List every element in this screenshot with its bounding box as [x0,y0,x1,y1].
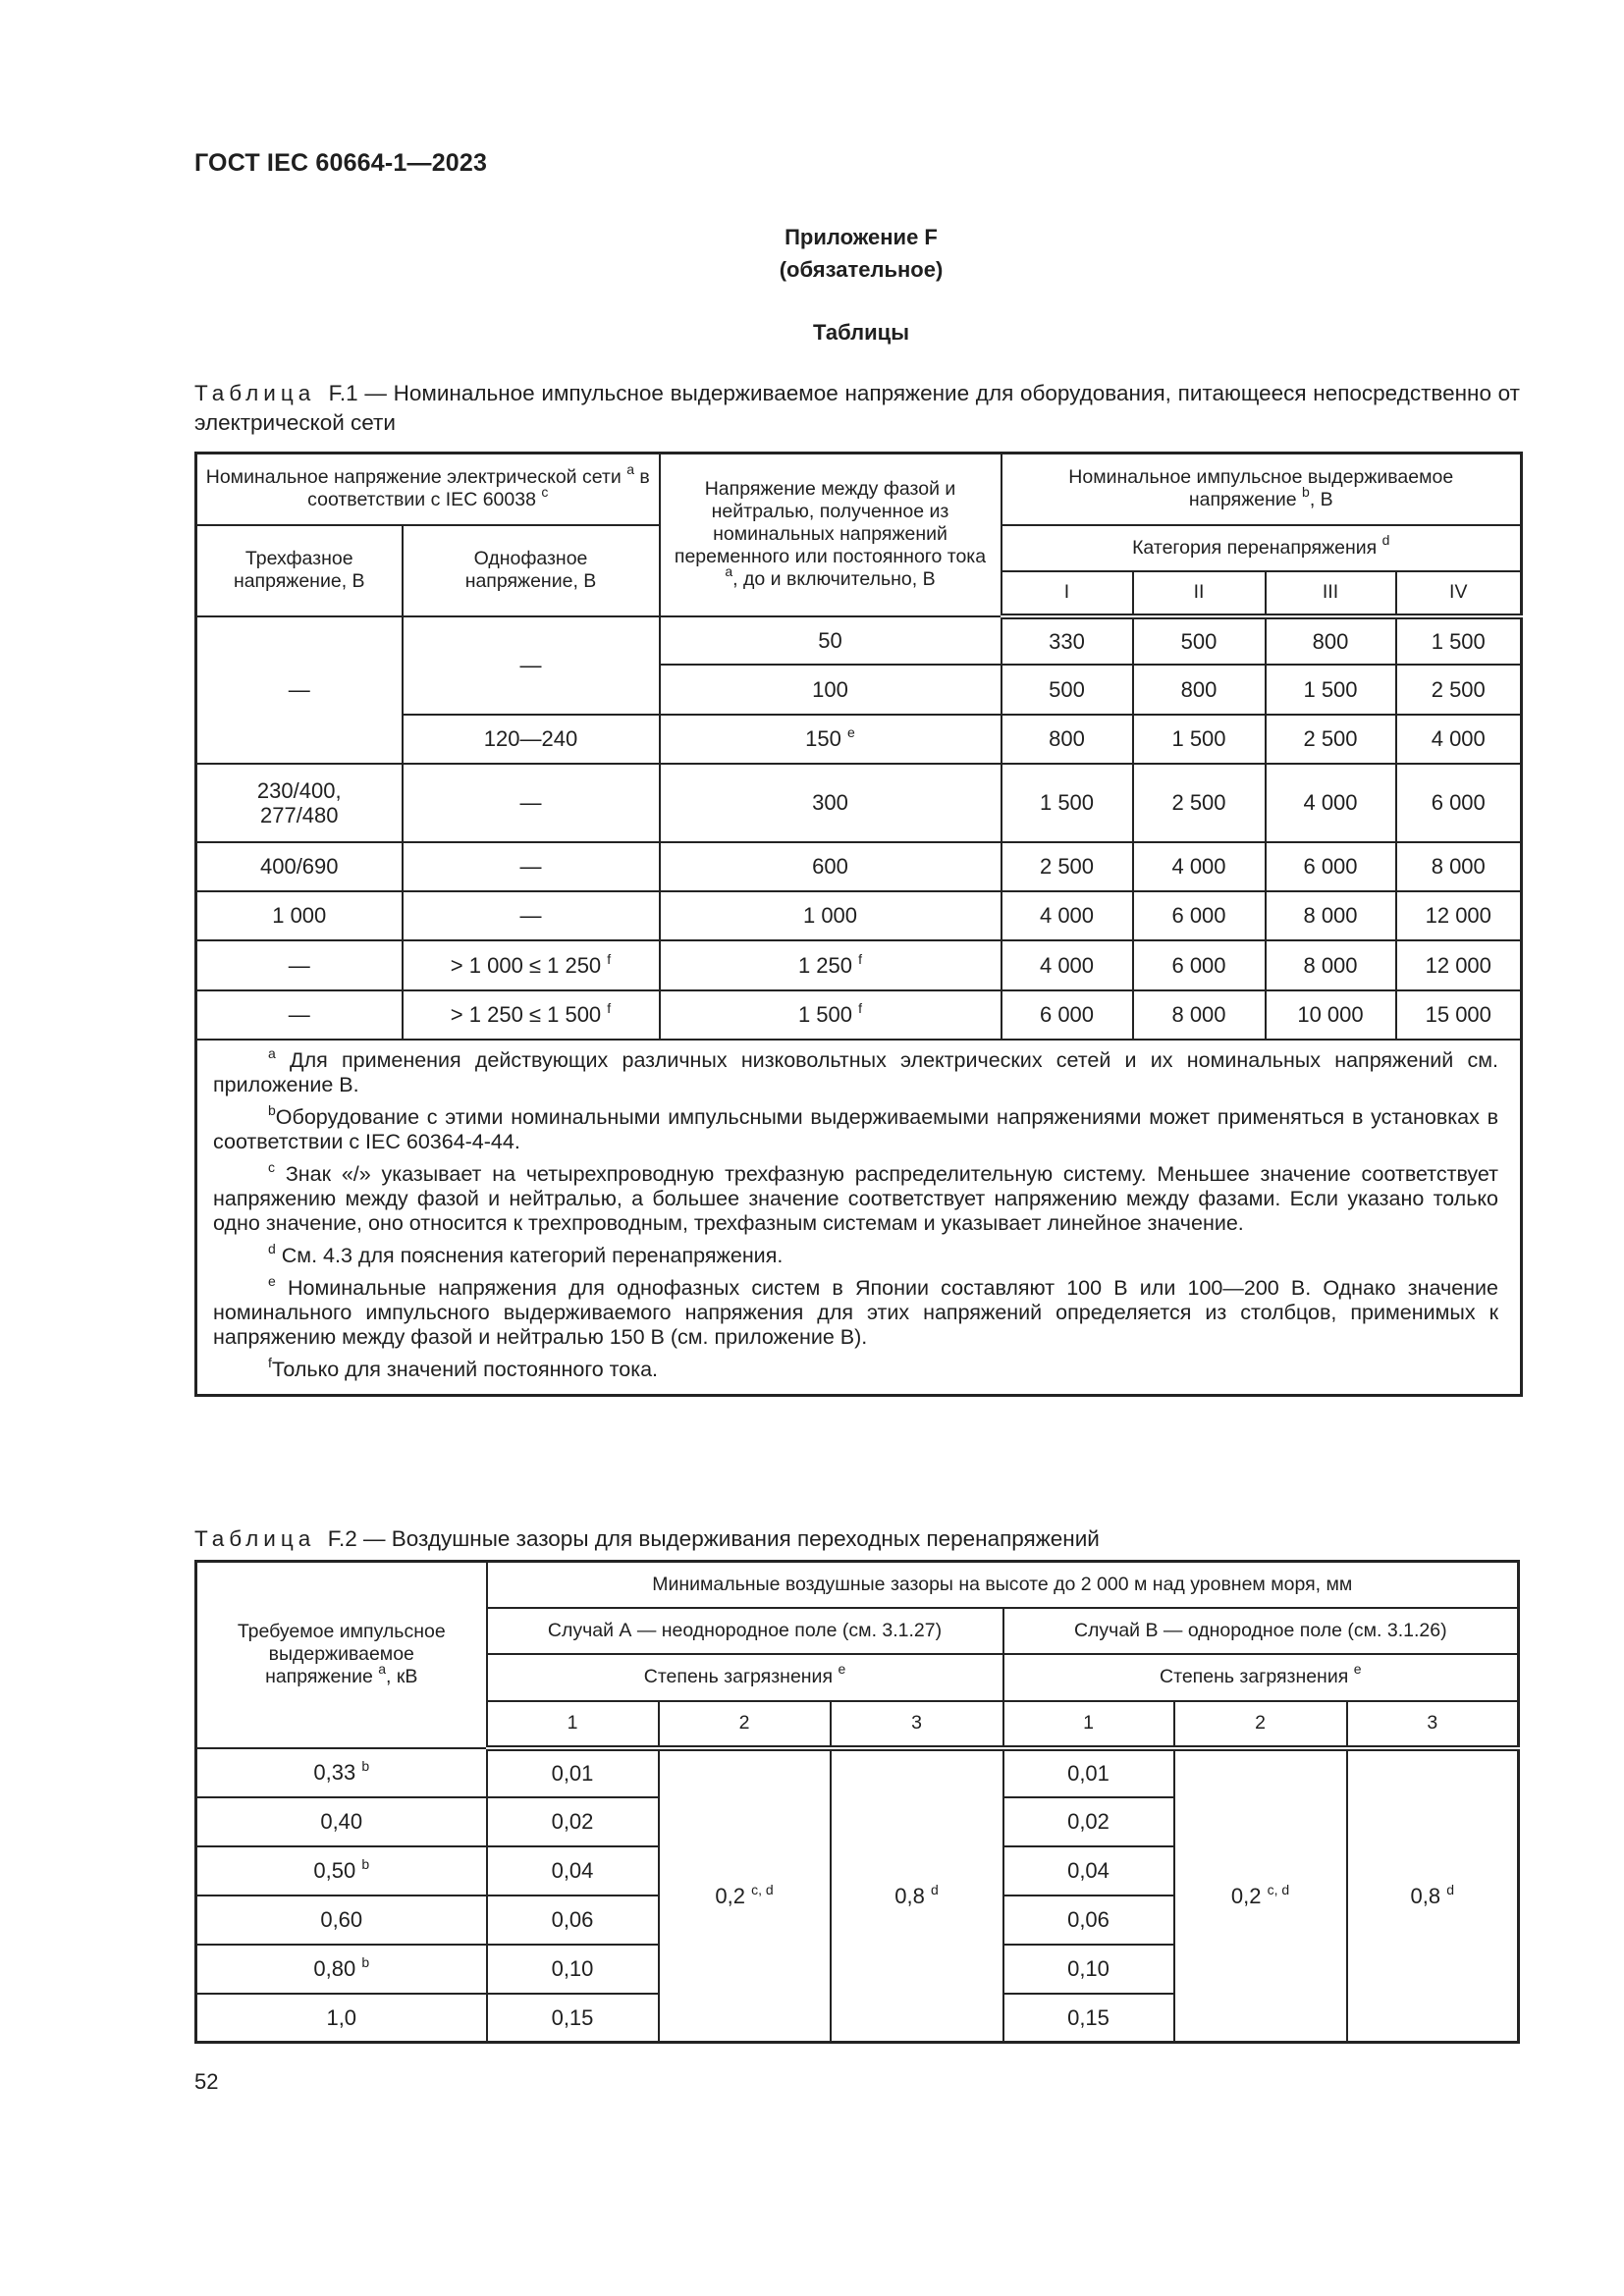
cell-single-phase: > 1 250 ≤ 1 500 $^f$ [403,990,660,1040]
table-row [196,616,1522,665]
header-case-a: Случай А — неоднородное поле (см. 3.1.27) [487,1608,1003,1654]
cell-case-a-1: 0,06 [487,1896,659,1945]
header-impulse-voltage: Номинальное импульсное выдерживаемое напряжение $^b$, В [1001,454,1522,525]
cell-voltage: 0,60 [196,1896,487,1945]
header-category-iii: III [1266,571,1396,616]
cell-value: 4 000 [1133,842,1266,891]
cell-value: 6 000 [1133,940,1266,990]
cell-line-neutral: 50 [660,616,1001,665]
table-row [196,764,1522,842]
cell-voltage: 1,0 [196,1994,487,2043]
header-required-voltage: Требуемое импульсное выдерживаемое напряжение $^a$, кВ [196,1562,487,1748]
cell-voltage: 0,50 $^b$ [196,1846,487,1896]
footnote-b: $^b$Оборудование с этими номинальными импульсными выдерживаемыми напряжениями может применяться в установках в соответствии с IEC 60364-4-44. [213,1101,1499,1153]
header-three-phase: Трехфазное напряжение, В [196,525,403,616]
cell-value: 4 000 [1266,764,1396,842]
cell-three-phase: — [196,990,403,1040]
cell-value: 8 000 [1266,891,1396,940]
cell-case-a-2-merged: 0,2 $^{c, d}$ [659,1748,831,2043]
table-f2-caption [194,1524,1520,1554]
cell-value: 2 500 [1266,715,1396,764]
header-pollution-degree-a: Степень загрязнения $^e$ [487,1654,1003,1701]
cell-case-b-1: 0,10 [1003,1945,1174,1994]
cell-three-phase: 230/400, 277/480 [196,764,403,842]
caption-text: F.1 — Номинальное импульсное выдерживаемое напряжение для оборудования, питающееся непосредственно от электрической сети [194,381,1520,435]
footnote-f: $^f$Только для значений постоянного тока. [268,1354,659,1381]
header-network-voltage: Номинальное напряжение электрической сети $^a$ в соответствии с IEC 60038 $^c$ [196,454,660,525]
cell-case-b-1: 0,06 [1003,1896,1174,1945]
header-pollution-degree-b: Степень загрязнения $^e$ [1003,1654,1519,1701]
cell-three-phase: 1 000 [196,891,403,940]
cell-value: 10 000 [1266,990,1396,1040]
cell-line-neutral: 600 [660,842,1001,891]
header-degree-a-1: 1 [487,1701,659,1748]
cell-line-neutral: 1 500 $^f$ [660,990,1001,1040]
header-degree-b-1: 1 [1003,1701,1174,1748]
cell-voltage: 0,40 [196,1797,487,1846]
table-row [196,990,1522,1040]
page-number: 52 [194,2069,219,2094]
cell-case-a-1: 0,04 [487,1846,659,1896]
cell-single-phase: — [403,764,660,842]
cell-value: 800 [1001,715,1133,764]
cell-case-b-3-merged: 0,8 $^d$ [1347,1748,1519,2043]
table-f1-footnotes [196,1040,1522,1396]
footnote-d: $^d$ См. 4.3 для пояснения категорий перенапряжения. [268,1240,784,1267]
table-row [196,842,1522,891]
header-case-b: Случай В — однородное поле (см. 3.1.26) [1003,1608,1519,1654]
footnote-c: $^c$ Знак «/» указывает на четырехпроводную трехфазную распределительную систему. Меньшее значение соответствует напряжению между фазой и нейтралью, а большее значение соответствует напряжению между фазами. Если указано только одно значение, оно относится к трехпроводным, трехфазным системам и указывает линейное значение. [213,1158,1499,1235]
cell-voltage: 0,33 $^b$ [196,1748,487,1797]
cell-value: 4 000 [1001,940,1133,990]
cell-value: 500 [1133,616,1266,665]
cell-case-b-2-merged: 0,2 $^{c, d}$ [1174,1748,1347,2043]
cell-value: 2 500 [1396,665,1522,715]
cell-voltage: 0,80 $^b$ [196,1945,487,1994]
header-single-phase: Однофазное напряжение, В [403,525,660,616]
cell-line-neutral: 150 $^e$ [660,715,1001,764]
footnote-a: $^a$ Для применения действующих различных низковольтных электрических сетей и их номинальных напряжений см. приложение B. [213,1044,1499,1096]
cell-case-a-1: 0,02 [487,1797,659,1846]
cell-value: 1 500 [1396,616,1522,665]
cell-line-neutral: 1 000 [660,891,1001,940]
header-category-ii: II [1133,571,1266,616]
cell-single-phase: 120—240 [403,715,660,764]
cell-value: 12 000 [1396,891,1522,940]
table-f1 [194,452,1523,1397]
cell-line-neutral: 1 250 $^f$ [660,940,1001,990]
cell-three-phase: 400/690 [196,842,403,891]
cell-value: 2 500 [1001,842,1133,891]
cell-value: 4 000 [1001,891,1133,940]
header-degree-a-3: 3 [831,1701,1003,1748]
cell-case-a-1: 0,15 [487,1994,659,2043]
cell-three-phase: — [196,940,403,990]
cell-case-b-1: 0,15 [1003,1994,1174,2043]
cell-value: 800 [1266,616,1396,665]
cell-value: 8 000 [1133,990,1266,1040]
cell-single-phase: — [403,891,660,940]
cell-value: 2 500 [1133,764,1266,842]
caption-text: F.2 — Воздушные зазоры для выдерживания переходных перенапряжений [327,1526,1100,1551]
cell-value: 1 500 [1001,764,1133,842]
header-degree-a-2: 2 [659,1701,831,1748]
cell-case-a-3-merged: 0,8 $^d$ [831,1748,1003,2043]
header-degree-b-2: 2 [1174,1701,1347,1748]
caption-lead: Таблица [194,1526,316,1551]
table-row [196,940,1522,990]
table-row [196,891,1522,940]
section-heading: Таблицы [813,320,909,345]
cell-three-phase: — [196,616,403,764]
cell-case-b-1: 0,02 [1003,1797,1174,1846]
header-min-clearances: Минимальные воздушные зазоры на высоте до 2 000 м над уровнем моря, мм [487,1562,1519,1608]
table-f2 [194,1560,1520,2044]
cell-value: 1 500 [1133,715,1266,764]
cell-single-phase: — [403,842,660,891]
cell-value: 6 000 [1266,842,1396,891]
header-overvoltage-category: Категория перенапряжения $^d$ [1001,525,1522,571]
cell-value: 15 000 [1396,990,1522,1040]
caption-lead: Таблица [194,381,316,405]
cell-value: 330 [1001,616,1133,665]
cell-case-a-1: 0,10 [487,1945,659,1994]
document-code: ГОСТ IEC 60664-1—2023 [194,149,488,177]
cell-single-phase: — [403,616,660,715]
header-line-to-neutral: Напряжение между фазой и нейтралью, полученное из номинальных напряжений переменного или постоянного тока $^a$, до и включительно, В [660,454,1001,616]
cell-value: 8 000 [1396,842,1522,891]
header-category-i: I [1001,571,1133,616]
cell-value: 12 000 [1396,940,1522,990]
cell-value: 800 [1133,665,1266,715]
cell-value: 6 000 [1001,990,1133,1040]
header-degree-b-3: 3 [1347,1701,1519,1748]
cell-value: 8 000 [1266,940,1396,990]
cell-case-b-1: 0,04 [1003,1846,1174,1896]
footnote-e: $^e$ Номинальные напряжения для однофазных систем в Японии составляют 100 В или 100—200 В. Однако значение номинального импульсного выдерживаемого напряжения для этих напряжений определяется из столбцов, применимых к напряжению между фазой и нейтралью 150 В (см. приложение B). [213,1272,1499,1349]
cell-value: 6 000 [1133,891,1266,940]
annex-title: Приложение F [785,225,938,249]
table-f1-caption [194,379,1520,438]
annex-status: (обязательное) [779,257,944,282]
cell-value: 500 [1001,665,1133,715]
cell-value: 4 000 [1396,715,1522,764]
table-row [196,1748,1519,1797]
cell-line-neutral: 100 [660,665,1001,715]
cell-value: 1 500 [1266,665,1396,715]
header-category-iv: IV [1396,571,1522,616]
cell-case-a-1: 0,01 [487,1748,659,1797]
cell-line-neutral: 300 [660,764,1001,842]
cell-single-phase: > 1 000 ≤ 1 250 $^f$ [403,940,660,990]
cell-case-b-1: 0,01 [1003,1748,1174,1797]
cell-value: 6 000 [1396,764,1522,842]
